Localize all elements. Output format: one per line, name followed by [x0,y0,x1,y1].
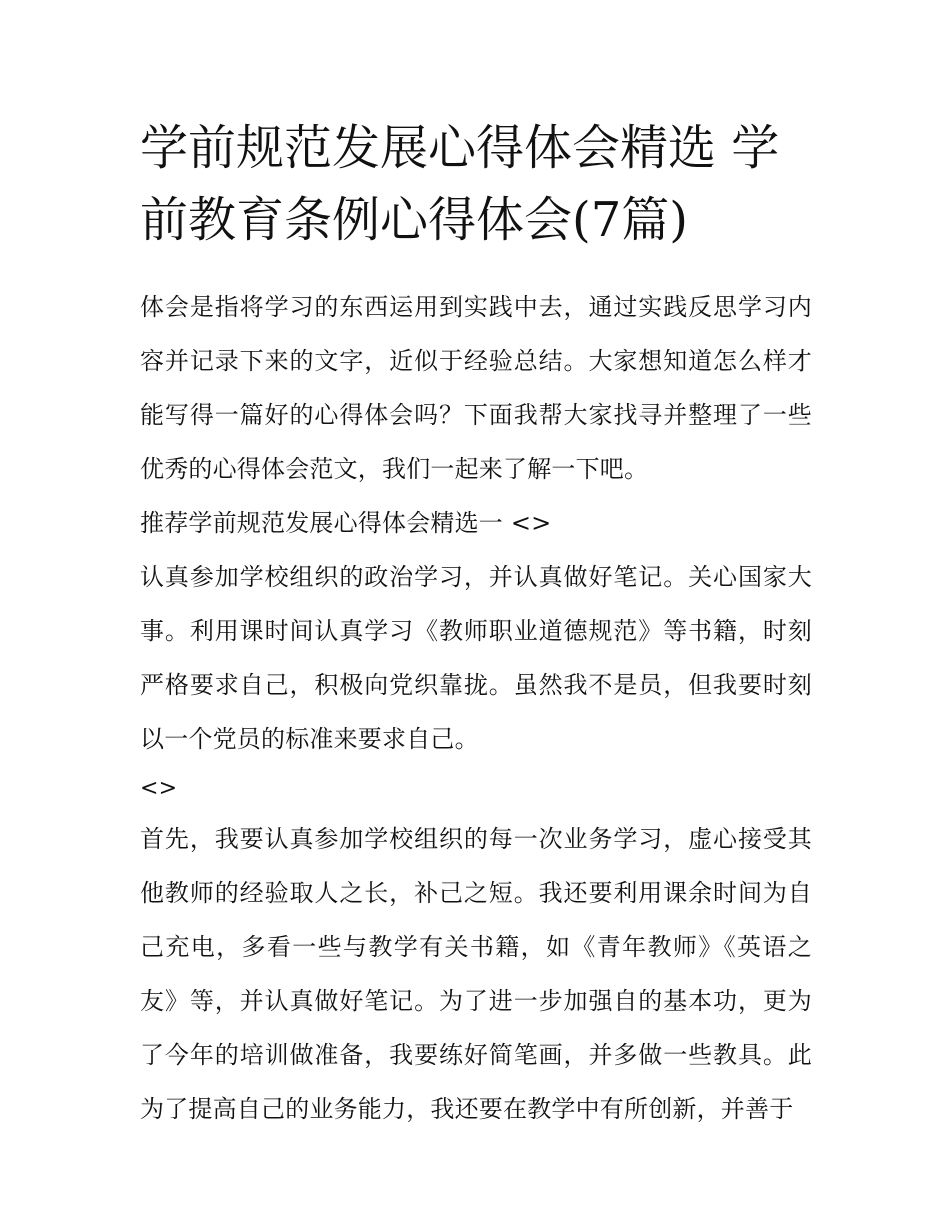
document-page [140,112,812,1136]
body-paragraph: 认真参加学校组织的政治学习，并认真做好笔记。关心国家大事。利用课时间认真学习《教师职业道德规范》等书籍，时刻严格要求自己，积极向党织靠拢。虽然我不是员，但我要时刻以一个党员的标准来要求自己。 [140,563,812,753]
intro-paragraph: 体会是指将学习的东西运用到实践中去，通过实践反思学习内容并记录下来的文字，近似于经验总结。大家想知道怎么样才能写得一篇好的心得体会吗？下面我帮大家找寻并整理了一些优秀的心得体会范文，我们一起来了解一下吧。 [140,293,812,483]
document-title: 学前规范发展心得体会精选 学前教育条例心得体会(7篇) [140,120,780,248]
body-paragraph: 首先，我要认真参加学校组织的每一次业务学习，虚心接受其他教师的经验取人之长，补己之短。我还要利用课余时间为自己充电，多看一些与教学有关书籍，如《青年教师》《英语之友》等，并认真做好笔记。为了进一步加强自的基本功，更为了今年的培训做准备，我要练好简笔画，并多做一些教具。此为了提高自己的业务能力，我还要在教学中有所创新，并善于 [140,825,812,1123]
separator-marker: <> [140,776,178,801]
section-heading: 推荐学前规范发展心得体会精选一 <> [140,509,552,537]
